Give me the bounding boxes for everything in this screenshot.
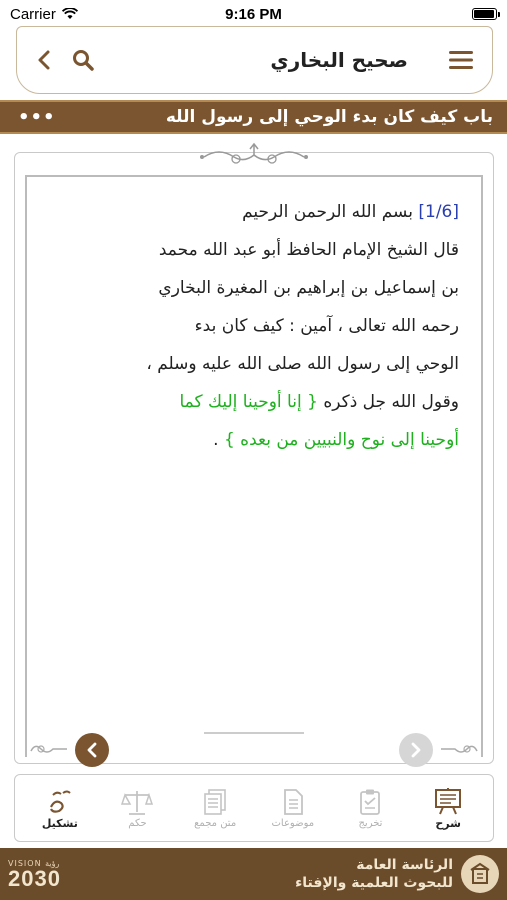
top-ornament-icon <box>194 141 314 169</box>
chevron-left-icon <box>85 742 99 758</box>
tool-label: موضوعات <box>271 817 315 829</box>
previous-hadith-button[interactable] <box>75 733 109 767</box>
hadith-card <box>14 152 494 764</box>
quran-line <box>41 421 459 459</box>
hadith-line: رحمه الله تعالى ، آمين : كيف كان بدء <box>194 316 459 336</box>
vision-label: VISION رؤية <box>8 858 60 868</box>
stack-icon <box>201 788 229 816</box>
chapter-title: باب كيف كان بدء الوحي إلى رسول الله <box>165 107 493 127</box>
carrier-group <box>10 6 78 23</box>
more-options-button[interactable]: ••• <box>18 106 56 128</box>
quran-verse-part2: أوحينا إلى نوح والنبيين من بعده } <box>223 430 459 450</box>
clock: 9:16 PM <box>225 5 282 23</box>
tool-label: تخريج <box>358 817 383 829</box>
left-scroll-ornament-icon <box>29 739 69 759</box>
hadith-line: وقول الله جل ذكره <box>323 392 459 412</box>
tool-matn-mujamma[interactable] <box>178 778 252 838</box>
hadith-text <box>41 193 459 459</box>
hadith-number[interactable]: [1/6] <box>418 202 459 222</box>
chevron-right-icon <box>409 742 423 758</box>
tool-sharh[interactable] <box>411 778 485 838</box>
org-line-2: للبحوث العلمية والإفتاء <box>295 875 453 891</box>
tool-label: شرح <box>435 816 461 830</box>
battery-icon <box>472 8 497 20</box>
right-scroll-ornament-icon <box>439 739 479 759</box>
vision-year: 2030 <box>8 865 61 891</box>
hadith-line: الوحي إلى رسول الله صلى الله عليه وسلم ، <box>146 354 459 374</box>
organization-name <box>295 856 453 892</box>
tool-label: حكم <box>128 817 147 829</box>
carrier-label: Carrier <box>10 5 56 23</box>
organization-logo <box>295 855 499 893</box>
menu-icon[interactable] <box>448 49 474 71</box>
nav-left-group <box>35 48 95 72</box>
navigation-bar <box>16 26 493 94</box>
tool-label: متن مجمع <box>194 817 237 829</box>
tool-takhrij[interactable] <box>333 778 407 838</box>
status-bar <box>0 0 507 28</box>
hadith-line: قال الشيخ الإمام الحافظ أبو عبد الله محمد <box>158 240 459 260</box>
emblem-icon <box>461 855 499 893</box>
diacritics-icon <box>45 787 75 815</box>
wifi-icon <box>62 8 78 20</box>
document-icon <box>281 788 305 816</box>
end-mark: . <box>213 430 219 450</box>
hadith-line-with-quran <box>41 383 459 421</box>
tool-label: تشكيل <box>41 816 78 830</box>
basmala: بسم الله الرحمن الرحيم <box>242 202 413 222</box>
page-title: صحيح البخاري <box>270 48 408 72</box>
clipboard-icon <box>358 788 382 816</box>
org-line-1: الرئاسة العامة <box>356 857 453 873</box>
footer-branding <box>0 848 507 900</box>
tool-mawduat[interactable] <box>256 778 330 838</box>
tool-tashkeel[interactable] <box>23 778 97 838</box>
bottom-ornament-icon <box>194 723 314 751</box>
chapter-banner <box>0 100 507 134</box>
next-hadith-button[interactable] <box>399 733 433 767</box>
vision-2030-logo <box>8 859 61 890</box>
quran-verse-part1: { إنا أوحينا إليك كما <box>179 392 318 412</box>
scales-icon <box>121 788 153 816</box>
hadith-header-line <box>41 193 459 231</box>
bottom-toolbar <box>14 774 494 842</box>
back-chevron-icon[interactable] <box>35 49 53 71</box>
search-icon[interactable] <box>71 48 95 72</box>
tool-hukm[interactable] <box>100 778 174 838</box>
easel-icon <box>433 787 463 815</box>
hadith-line: بن إسماعيل بن إبراهيم بن المغيرة البخاري <box>158 278 459 298</box>
